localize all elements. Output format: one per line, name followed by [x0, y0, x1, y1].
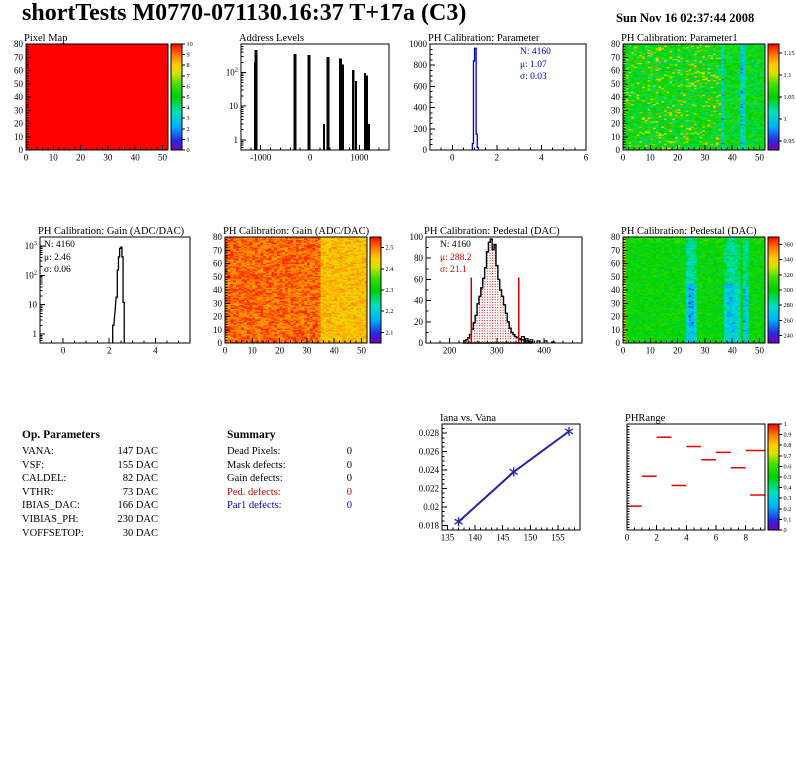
svg-text:0.5: 0.5 — [783, 474, 792, 481]
svg-text:0.95: 0.95 — [783, 138, 795, 146]
svg-text:600: 600 — [413, 81, 427, 92]
svg-text:0: 0 — [418, 338, 423, 348]
svg-text:0.4: 0.4 — [783, 484, 792, 492]
svg-text:300: 300 — [783, 287, 793, 294]
param-row — [227, 500, 352, 514]
svg-text:10: 10 — [611, 131, 620, 142]
svg-text:400: 400 — [537, 345, 551, 356]
svg-text:20: 20 — [673, 345, 683, 356]
svg-text:10: 10 — [14, 131, 23, 142]
svg-text:2.1: 2.1 — [385, 329, 394, 337]
gain-map-axes — [199, 226, 398, 388]
plot-title: Address Levels — [239, 33, 305, 44]
svg-text:70: 70 — [611, 52, 620, 63]
svg-text:300: 300 — [490, 345, 504, 356]
svg-text:2.4: 2.4 — [385, 265, 394, 273]
svg-text:1.1: 1.1 — [783, 71, 792, 79]
svg-text:0: 0 — [217, 338, 222, 348]
param-value: 166 DAC — [117, 500, 158, 512]
svg-text:0.6: 0.6 — [783, 463, 792, 471]
svg-text:103: $10^3$ — [24, 239, 37, 251]
svg-text:10: 10 — [186, 41, 193, 48]
pedestal-hist-axes — [398, 226, 597, 388]
svg-text:40: 40 — [213, 285, 222, 295]
svg-text:320: 320 — [783, 271, 793, 279]
param-label: VANA: — [22, 446, 54, 457]
svg-text:150: 150 — [523, 532, 538, 543]
svg-text:60: 60 — [14, 65, 23, 76]
plot-address-levels — [199, 33, 398, 193]
svg-text:4: 4 — [539, 152, 544, 163]
svg-text:80: 80 — [414, 253, 423, 264]
svg-text:50: 50 — [755, 345, 765, 356]
svg-text:2: 2 — [106, 345, 112, 356]
svg-text:0.026: 0.026 — [418, 446, 439, 457]
svg-text:-1000: -1000 — [250, 152, 272, 163]
svg-text:80: 80 — [611, 39, 620, 49]
svg-text:200: 200 — [413, 123, 427, 134]
svg-text:30: 30 — [103, 152, 113, 163]
svg-text:10: 10 — [213, 324, 222, 335]
svg-text:5: 5 — [186, 94, 190, 101]
svg-text:30: 30 — [700, 152, 710, 163]
stats-entry: μ: 1.07 — [520, 59, 547, 70]
param-label: Mask defects: — [227, 459, 286, 471]
svg-text:6: 6 — [713, 532, 719, 543]
svg-text:4: 4 — [153, 345, 158, 356]
param-row — [22, 473, 158, 487]
plot-title: PH Calibration: Gain (ADC/DAC) — [223, 226, 370, 237]
param-label: VTHR: — [22, 486, 54, 498]
svg-text:30: 30 — [611, 298, 620, 309]
svg-text:40: 40 — [130, 152, 140, 163]
plot-pedestal-histogram — [398, 226, 597, 386]
svg-text:0: 0 — [307, 152, 313, 163]
svg-text:102: $10^2$ — [225, 66, 238, 78]
param-value: 0 — [346, 473, 352, 485]
svg-text:145: 145 — [495, 532, 510, 543]
svg-text:70: 70 — [213, 245, 222, 256]
svg-text:10: 10 — [247, 345, 257, 356]
svg-text:340: 340 — [783, 256, 793, 264]
svg-text:800: 800 — [413, 60, 427, 71]
svg-text:10: 10 — [645, 345, 655, 356]
svg-text:0: 0 — [624, 532, 630, 543]
svg-text:60: 60 — [611, 65, 620, 76]
svg-text:20: 20 — [611, 118, 620, 129]
param-row — [227, 446, 352, 460]
svg-text:0.8: 0.8 — [783, 442, 792, 450]
svg-text:1: 1 — [186, 136, 190, 144]
svg-text:20: 20 — [14, 118, 23, 129]
plot-title: Iana vs. Vana — [440, 413, 497, 424]
plot-title: PH Calibration: Pedestal (DAC) — [424, 226, 560, 237]
address-levels-axes — [199, 33, 398, 195]
svg-text:1: 1 — [233, 134, 238, 145]
stats-entry: σ: 0.03 — [520, 72, 547, 82]
op-parameters-panel — [0, 413, 199, 563]
svg-text:0: 0 — [620, 345, 626, 356]
param-value: 82 DAC — [122, 473, 158, 485]
plot-title: PH Calibration: Parameter1 — [621, 33, 738, 44]
iana-vana-axes — [398, 413, 597, 575]
param-row — [22, 500, 158, 514]
param-value: 230 DAC — [117, 513, 158, 525]
svg-text:0.2: 0.2 — [783, 505, 792, 513]
svg-text:50: 50 — [755, 152, 765, 163]
svg-text:60: 60 — [611, 258, 620, 269]
param-row — [22, 460, 158, 474]
svg-text:0: 0 — [615, 145, 620, 155]
svg-text:10: 10 — [229, 101, 238, 112]
param-row — [22, 528, 158, 542]
svg-text:10: 10 — [611, 324, 620, 335]
svg-text:30: 30 — [611, 105, 620, 116]
svg-text:6: 6 — [583, 152, 589, 163]
svg-text:0: 0 — [422, 145, 427, 155]
svg-text:20: 20 — [213, 311, 222, 322]
svg-text:400: 400 — [413, 102, 427, 113]
svg-text:135: 135 — [440, 532, 455, 543]
plot-title: PH Calibration: Pedestal (DAC) — [621, 226, 757, 237]
svg-text:0.022: 0.022 — [418, 483, 439, 494]
param-value: 147 DAC — [117, 446, 158, 457]
svg-text:2.3: 2.3 — [385, 287, 394, 294]
param-label: CALDEL: — [22, 473, 67, 485]
svg-text:1: 1 — [783, 116, 787, 124]
plot-gain-map — [199, 226, 398, 386]
plot-iana-vs-vana — [398, 413, 597, 573]
svg-text:240: 240 — [783, 332, 793, 340]
svg-text:0: 0 — [60, 345, 66, 356]
svg-text:70: 70 — [14, 52, 23, 63]
svg-text:102: $10^2$ — [24, 269, 37, 281]
svg-text:1: 1 — [32, 329, 37, 340]
svg-text:0: 0 — [450, 152, 455, 163]
svg-text:4: 4 — [684, 532, 689, 543]
svg-text:80: 80 — [14, 39, 23, 49]
param-value: 73 DAC — [122, 486, 158, 498]
plot-title: PHRange — [625, 413, 666, 424]
svg-text:7: 7 — [186, 72, 190, 80]
svg-text:2: 2 — [186, 125, 190, 133]
svg-text:30: 30 — [213, 298, 222, 309]
svg-text:10: 10 — [645, 152, 655, 163]
plot-title: PH Calibration: Parameter — [428, 33, 540, 44]
svg-text:0: 0 — [23, 152, 29, 163]
svg-text:80: 80 — [213, 232, 222, 242]
svg-text:6: 6 — [186, 83, 190, 91]
pixel-map-axes — [0, 33, 199, 195]
param-value: 0 — [346, 486, 352, 498]
svg-text:0.7: 0.7 — [783, 452, 792, 460]
svg-text:0.028: 0.028 — [418, 428, 439, 439]
svg-text:0: 0 — [620, 152, 626, 163]
svg-text:50: 50 — [357, 345, 367, 356]
svg-text:0: 0 — [222, 345, 228, 356]
svg-text:155: 155 — [551, 532, 565, 543]
plot-title: Pixel Map — [24, 33, 68, 44]
svg-text:0: 0 — [615, 338, 620, 348]
svg-text:50: 50 — [14, 78, 23, 89]
plot-title: PH Calibration: Gain (ADC/DAC) — [38, 226, 185, 237]
svg-text:0.02: 0.02 — [423, 501, 439, 512]
svg-text:20: 20 — [673, 152, 683, 163]
svg-text:4: 4 — [186, 104, 190, 112]
ph-cal-parameter1-axes — [597, 33, 796, 195]
stats-entry: N: 4160 — [520, 47, 551, 57]
svg-text:20: 20 — [275, 345, 285, 356]
svg-text:9: 9 — [186, 51, 190, 59]
svg-text:1: 1 — [783, 421, 787, 428]
summary-panel — [199, 413, 398, 563]
gain-hist-axes — [0, 226, 199, 388]
ph-cal-parameter-axes — [398, 33, 597, 195]
pedestal-map-axes — [597, 226, 796, 388]
svg-text:40: 40 — [414, 295, 423, 306]
param-value: 0 — [346, 459, 352, 471]
svg-text:40: 40 — [611, 92, 620, 102]
svg-text:30: 30 — [14, 105, 23, 116]
svg-text:2: 2 — [494, 152, 500, 163]
plot-gain-histogram — [0, 226, 199, 386]
param-row — [22, 446, 158, 460]
param-label: Dead Pixels: — [227, 446, 281, 457]
stats-entry: σ: 0.06 — [44, 265, 71, 275]
svg-text:2: 2 — [654, 532, 659, 543]
svg-text:50: 50 — [611, 78, 620, 89]
svg-text:0: 0 — [783, 527, 787, 534]
param-label: VSF: — [22, 459, 45, 471]
svg-text:100: 100 — [409, 232, 423, 242]
svg-text:3: 3 — [186, 115, 190, 123]
param-row — [227, 487, 352, 501]
param-row — [22, 514, 158, 528]
svg-text:70: 70 — [611, 245, 620, 256]
svg-text:30: 30 — [700, 345, 710, 356]
svg-text:0: 0 — [18, 145, 23, 155]
param-row — [227, 473, 352, 487]
svg-text:10: 10 — [48, 152, 58, 163]
stats-entry: μ: 2.46 — [44, 252, 71, 263]
param-value: 0 — [346, 446, 352, 457]
op-parameters-list — [22, 446, 158, 541]
stats-entry: σ: 21.1 — [440, 265, 467, 275]
svg-text:40: 40 — [611, 285, 620, 295]
svg-text:40: 40 — [329, 345, 339, 356]
param-value: 155 DAC — [117, 459, 158, 471]
svg-text:0: 0 — [186, 147, 190, 154]
svg-text:20: 20 — [414, 316, 423, 327]
param-label: VOFFSETOP: — [22, 527, 84, 539]
param-row — [227, 460, 352, 474]
svg-text:2.2: 2.2 — [385, 308, 394, 316]
phrange-axes — [597, 413, 796, 575]
param-value: 0 — [346, 500, 352, 512]
stats-entry: μ: 288.2 — [440, 252, 472, 263]
param-value: 30 DAC — [122, 527, 158, 539]
page-title: shortTests M0770-071130.16:37 T+17a (C3) — [22, 0, 467, 26]
svg-text:10: 10 — [28, 299, 37, 310]
svg-text:30: 30 — [302, 345, 312, 356]
svg-text:20: 20 — [76, 152, 86, 163]
plot-phrange — [597, 413, 796, 573]
param-label: VIBIAS_PH: — [22, 513, 79, 525]
svg-text:50: 50 — [213, 271, 222, 282]
svg-text:0.1: 0.1 — [783, 516, 792, 524]
svg-text:0.018: 0.018 — [418, 520, 439, 531]
plot-ph-calibration-parameter1-map — [597, 33, 796, 193]
svg-text:360: 360 — [783, 241, 793, 249]
op-parameters-title: Op. Parameters — [22, 429, 100, 441]
svg-text:0.9: 0.9 — [783, 431, 792, 439]
svg-text:140: 140 — [468, 532, 482, 543]
svg-text:50: 50 — [611, 271, 620, 282]
param-row — [22, 487, 158, 501]
svg-text:20: 20 — [611, 311, 620, 322]
svg-text:1000: 1000 — [350, 152, 369, 163]
svg-text:60: 60 — [414, 274, 423, 285]
param-label: IBIAS_DAC: — [22, 500, 80, 512]
plot-pixel-map — [0, 33, 199, 193]
svg-text:8: 8 — [743, 532, 748, 543]
param-label: Ped. defects: — [227, 486, 281, 498]
summary-list — [227, 446, 352, 514]
plot-pedestal-map — [597, 226, 796, 386]
summary-title: Summary — [227, 429, 276, 441]
svg-text:2.5: 2.5 — [385, 244, 394, 252]
timestamp: Sun Nov 16 02:37:44 2008 — [616, 11, 755, 25]
svg-text:40: 40 — [727, 152, 737, 163]
svg-text:200: 200 — [442, 345, 457, 356]
svg-text:60: 60 — [213, 258, 222, 269]
svg-text:1.15: 1.15 — [783, 49, 795, 57]
param-label: Gain defects: — [227, 473, 283, 485]
svg-text:40: 40 — [14, 92, 23, 102]
svg-text:50: 50 — [158, 152, 168, 163]
stats-entry: N: 4160 — [44, 240, 75, 250]
svg-text:0.024: 0.024 — [418, 465, 439, 476]
plot-ph-calibration-parameter — [398, 33, 597, 193]
svg-text:280: 280 — [783, 302, 793, 310]
svg-text:8: 8 — [186, 62, 190, 70]
svg-text:80: 80 — [611, 232, 620, 242]
svg-text:0.3: 0.3 — [783, 495, 792, 503]
svg-text:40: 40 — [727, 345, 737, 356]
svg-text:260: 260 — [783, 317, 793, 325]
svg-text:1.05: 1.05 — [783, 94, 795, 101]
param-label: Par1 defects: — [227, 500, 282, 512]
svg-text:1000: 1000 — [409, 39, 427, 49]
stats-entry: N: 4160 — [440, 240, 471, 250]
